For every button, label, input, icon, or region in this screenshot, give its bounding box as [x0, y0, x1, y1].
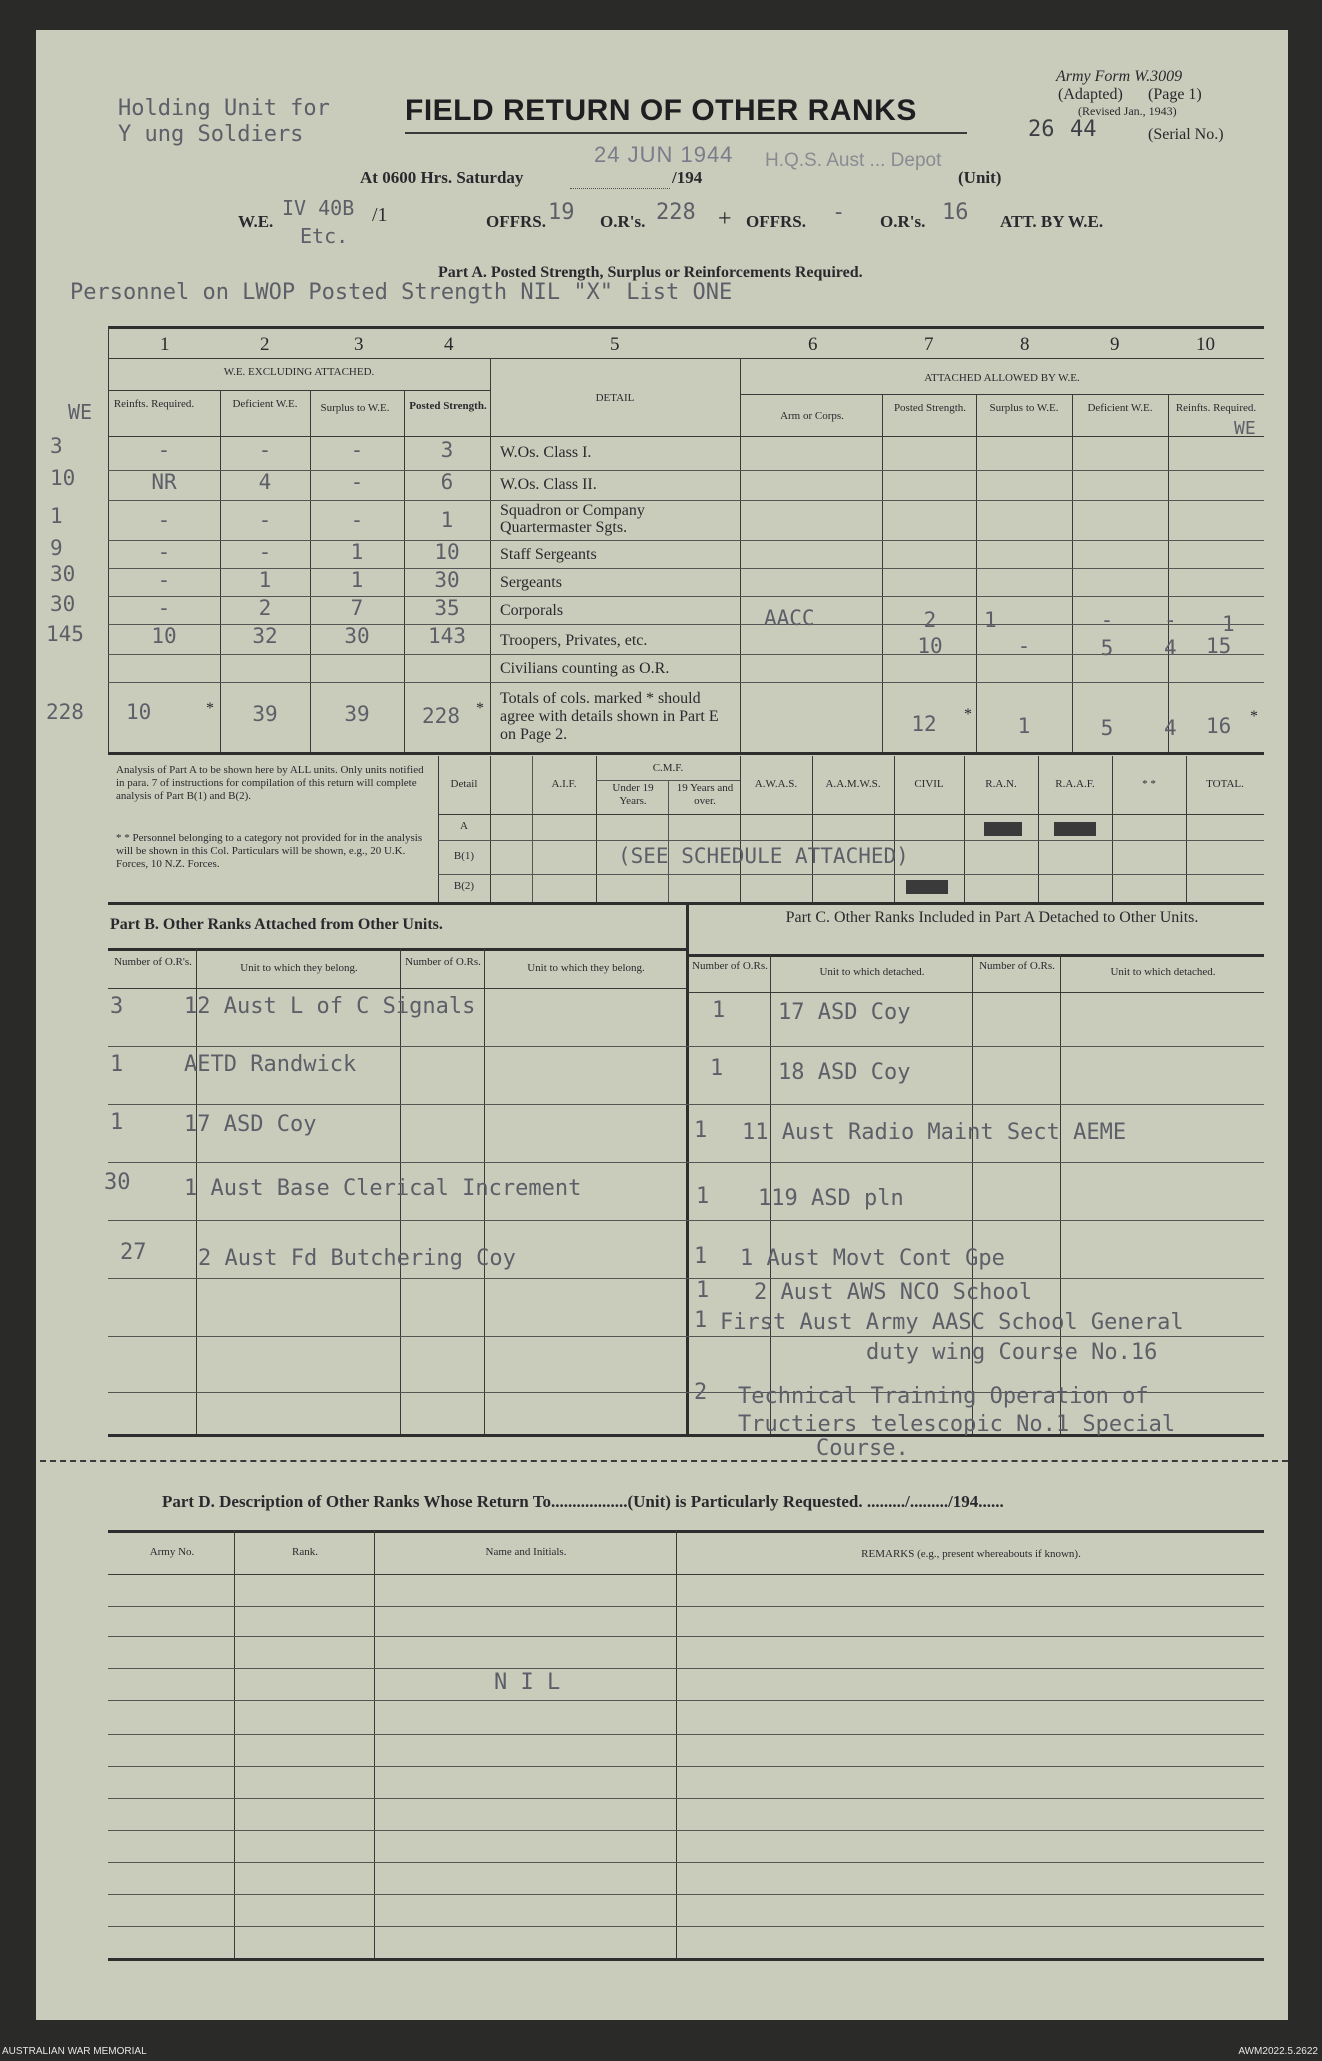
b-unit: 1 Aust Base Clerical Increment — [184, 1176, 582, 1201]
rule — [108, 948, 688, 951]
we-cell: 30 — [50, 592, 76, 616]
rule — [108, 1862, 1264, 1863]
total-c1: 10 — [126, 700, 152, 724]
b-num: 1 — [110, 1052, 124, 1077]
detail-cell: W.Os. Class II. — [500, 476, 597, 493]
vline — [596, 756, 597, 902]
date-stamp: 24 JUN 1944 — [594, 142, 734, 167]
we-cell: 30 — [50, 562, 76, 586]
we-label: W.E. — [238, 212, 274, 231]
an-hdr-ran: R.A.N. — [985, 778, 1017, 790]
cell-c4: 3 — [440, 438, 454, 462]
vline — [108, 326, 109, 752]
part-a-title: Part A. Posted Strength, Surplus or Reinforcements Required. — [438, 264, 863, 281]
rule — [108, 1894, 1264, 1895]
cell-c4: 143 — [428, 624, 466, 648]
cell-c1: NR — [151, 470, 177, 494]
total-c4: 228 — [422, 704, 460, 728]
rule — [108, 1162, 1264, 1163]
hdr-arm-corps: Arm or Corps. — [780, 410, 844, 422]
cell-c3: - — [350, 508, 364, 532]
total-c9: 5 — [1100, 716, 1114, 740]
we-excl-header: W.E. EXCLUDING ATTACHED. — [223, 366, 375, 378]
tear-line — [40, 1460, 1288, 1462]
att-c9: - — [1100, 608, 1114, 632]
att-c8: - — [1017, 634, 1031, 658]
detail-cell: Troopers, Privates, etc. — [500, 632, 648, 649]
unit-stamp: H.Q.S. Aust ... Depot — [765, 150, 942, 171]
we-cell: 145 — [46, 622, 84, 646]
rule — [740, 394, 1264, 395]
c-num: 2 — [694, 1380, 708, 1405]
rule — [438, 874, 1264, 875]
vline — [490, 756, 491, 902]
att-c7: 10 — [917, 634, 943, 658]
an-hdr-raaf: R.A.A.F. — [1055, 778, 1095, 790]
b-hdr-unit: Unit to which they belong. — [240, 962, 358, 974]
att-label: ATT. BY W.E. — [1000, 212, 1104, 231]
detail-cell: W.Os. Class I. — [500, 444, 592, 461]
c-num: 1 — [696, 1184, 710, 1209]
redaction-mark — [906, 880, 948, 894]
col-num: 3 — [354, 334, 364, 355]
vline — [1072, 394, 1073, 752]
cell-c1: - — [157, 568, 171, 592]
we-cell: 9 — [50, 536, 63, 560]
d-hdr-rank: Rank. — [292, 1546, 318, 1558]
rule — [108, 1530, 1264, 1533]
c-hdr-num: Number of O.Rs. — [692, 960, 768, 972]
detail-cell: Squadron or Company Quartermaster Sgts. — [500, 502, 645, 536]
att-c10a: - — [1164, 608, 1177, 632]
rule — [108, 1278, 1264, 1279]
col-num: 1 — [160, 334, 170, 355]
att-arm: AACC — [764, 606, 815, 630]
cell-c2: 1 — [258, 568, 272, 592]
an-hdr-awas: A.W.A.S. — [754, 778, 798, 790]
total-detail: Totals of cols. marked * should agree with details shown in Part E on Page 2. — [500, 690, 719, 743]
total-c3: 39 — [344, 702, 370, 726]
form-adapted: (Adapted) — [1058, 86, 1123, 103]
we-value: IV 40B — [282, 196, 355, 220]
hdr-detail: DETAIL — [595, 392, 635, 404]
d-hdr-remarks: REMARKS (e.g., present whereabouts if known). — [861, 1548, 1081, 1560]
att-c7: 2 — [923, 608, 937, 632]
analysis-note-2: * * Personnel belonging to a category not provided for in the analysis will be shown in this Col. Particulars will be shown, e.g., 20 U.K. Forces, 10 N.Z. Forces. — [116, 832, 423, 870]
c-num: 1 — [694, 1308, 708, 1333]
cell-c1: 10 — [151, 624, 177, 648]
an-row-b2: B(2) — [453, 880, 475, 892]
att-c9: 5 — [1100, 636, 1114, 660]
c-num: 1 — [694, 1118, 708, 1143]
rule — [108, 988, 686, 989]
vline — [310, 390, 311, 752]
hdr-att-reinfts: Reinfts. Required. — [1175, 402, 1257, 414]
c-unit: Technical Training Operation of — [738, 1384, 1149, 1409]
vline — [676, 1530, 677, 1960]
cell-c3: 7 — [350, 596, 364, 620]
b-hdr-num2: Number of O.Rs. — [405, 956, 481, 968]
we-margin-label: WE — [68, 400, 93, 424]
we-margin-right: WE — [1234, 418, 1256, 439]
column-numbers — [108, 334, 1264, 360]
part-d-title: Part D. Description of Other Ranks Whose Return To..................(Unit) is Particularly Requested. ........./........./194...... — [162, 1492, 1004, 1511]
c-unit: 17 ASD Coy — [778, 1000, 911, 1025]
rule — [688, 992, 1264, 993]
footer-left: AUSTRALIAN WAR MEMORIAL — [2, 2046, 147, 2057]
b-hdr-num: Number of O.R's. — [114, 956, 192, 968]
rule — [108, 1220, 1264, 1221]
at-line-prefix: At 0600 Hrs. Saturday — [360, 168, 524, 187]
an-hdr-other: * * — [1142, 778, 1156, 790]
attached-allowed-header: ATTACHED ALLOWED BY W.E. — [924, 372, 1080, 384]
cell-c1: - — [157, 508, 171, 532]
cell-c2: - — [258, 540, 272, 564]
cell-c2: - — [258, 438, 272, 462]
part-d-bottom-rule — [108, 1958, 1264, 1961]
d-hdr-name: Name and Initials. — [485, 1546, 567, 1558]
c-unit: 1 Aust Movt Cont Gpe — [740, 1246, 1005, 1271]
rule — [108, 1766, 1264, 1767]
offrs2-value: - — [832, 200, 846, 225]
c-hdr-num2: Number of O.Rs. — [979, 960, 1055, 972]
c-unit-cont: Tructiers telescopic No.1 Special — [738, 1412, 1176, 1437]
at-date-dots — [570, 188, 670, 189]
part-b-title: Part B. Other Ranks Attached from Other Units. — [110, 916, 443, 933]
cell-c4: 35 — [434, 596, 460, 620]
an-row-b1: B(1) — [453, 850, 475, 862]
an-row-a: A — [460, 820, 468, 832]
ors-label: O.R's. — [600, 212, 646, 231]
vline — [374, 1530, 375, 1960]
cell-c4: 1 — [440, 508, 454, 532]
b-num: 1 — [110, 1110, 124, 1135]
vline — [404, 390, 405, 752]
form-number: Army Form W.3009 — [1056, 68, 1183, 85]
ors2-value: 16 — [942, 200, 969, 225]
total-c7: 12 — [911, 712, 937, 736]
detail-cell: Sergeants — [500, 574, 562, 591]
hdr-posted: Posted Strength. — [409, 400, 487, 412]
c-num: 1 — [694, 1244, 708, 1269]
col-num: 10 — [1196, 334, 1215, 355]
col-num: 2 — [260, 334, 270, 355]
d-hdr-army-no: Army No. — [149, 1546, 195, 1558]
typed-unit-name — [118, 96, 330, 148]
hdr-surplus: Surplus to W.E. — [320, 402, 390, 414]
total-star: * — [964, 706, 972, 723]
cell-c2: 4 — [258, 470, 272, 494]
we-slash: /1 — [372, 204, 388, 226]
att-c10a: 4 — [1164, 636, 1177, 660]
detail-cell: Corporals — [500, 602, 564, 619]
col-num: 6 — [808, 334, 818, 355]
cell-c4: 10 — [434, 540, 460, 564]
plus-sign: + — [718, 206, 732, 232]
c-hdr-unit: Unit to which detached. — [819, 966, 925, 978]
rule — [108, 1606, 1264, 1607]
rule — [108, 1574, 1264, 1575]
form-revised: (Revised Jan., 1943) — [1078, 104, 1177, 118]
we-cell: 10 — [50, 466, 76, 490]
analysis-note-1: Analysis of Part A to be shown here by ALL units. Only units notified in para. 7 of instructions for compilation of this return will complete analysis of Part B(1) and B(2). — [116, 764, 424, 802]
cell-c3: 1 — [350, 540, 364, 564]
ors2-label: O.R's. — [880, 212, 926, 231]
rule — [108, 500, 1264, 501]
b-num: 3 — [110, 994, 124, 1019]
rule — [108, 1104, 1264, 1105]
rule — [438, 814, 1264, 815]
col-num: 7 — [924, 334, 934, 355]
rule — [108, 1926, 1264, 1927]
an-hdr-total: TOTAL. — [1206, 778, 1244, 790]
col-num: 9 — [1110, 334, 1120, 355]
we-cell: 3 — [50, 434, 63, 458]
total-star: * — [476, 700, 484, 717]
an-hdr-aif: A.I.F. — [551, 778, 577, 790]
col-num: 8 — [1020, 334, 1030, 355]
cell-c3: 1 — [350, 568, 364, 592]
title-underline — [405, 132, 967, 134]
b-unit: AETD Randwick — [184, 1052, 357, 1077]
total-star: * — [206, 700, 214, 717]
col-num: 4 — [444, 334, 454, 355]
col-num: 5 — [610, 334, 620, 355]
ors-value: 228 — [656, 200, 696, 225]
cell-c1: - — [157, 596, 171, 620]
rule — [108, 1798, 1264, 1799]
an-hdr-detail: Detail — [450, 778, 478, 790]
rule — [108, 1336, 1264, 1337]
redaction-mark — [1054, 822, 1096, 836]
cell-c2: 32 — [252, 624, 278, 648]
detail-cell: Staff Sergeants — [500, 546, 597, 563]
part-b-c-divider — [686, 904, 689, 1436]
rule — [108, 682, 1264, 683]
serial-a: 26 — [1028, 117, 1055, 142]
c-num: 1 — [712, 998, 726, 1023]
rule — [108, 358, 1264, 359]
vline — [740, 358, 741, 752]
rule — [108, 436, 1264, 437]
rule — [108, 1734, 1264, 1735]
rule — [438, 840, 1264, 841]
rule — [108, 1700, 1264, 1701]
schedule-attached: (SEE SCHEDULE ATTACHED) — [618, 844, 909, 868]
hdr-reinfts: Reinfts. Required. — [113, 398, 195, 410]
serial-label: (Serial No.) — [1148, 126, 1224, 143]
b-unit: 12 Aust L of C Signals — [184, 994, 476, 1019]
c-unit: 11 Aust Radio Maint Sect AEME — [742, 1120, 1127, 1145]
b-unit: 2 Aust Fd Butchering Coy — [198, 1246, 516, 1271]
rule — [688, 954, 1264, 957]
part-c-title: Part C. Other Ranks Included in Part A Detached to Other Units. — [785, 909, 1199, 926]
total-c10b: 16 — [1206, 714, 1232, 738]
vline — [234, 1530, 235, 1960]
we-cell: 1 — [50, 504, 63, 528]
lwop-note: Personnel on LWOP Posted Strength NIL "X" List ONE — [70, 280, 733, 305]
an-hdr-cmf: C.M.F. — [652, 762, 684, 774]
c-unit: 119 ASD pln — [758, 1186, 904, 1211]
cell-c4: 30 — [434, 568, 460, 592]
hdr-att-surplus: Surplus to W.E. — [989, 402, 1059, 414]
c-num: 1 — [696, 1278, 710, 1303]
footer-right: AWM2022.5.2622 — [1238, 2046, 1318, 2057]
total-c2: 39 — [252, 702, 278, 726]
redaction-mark — [984, 822, 1022, 836]
cell-c2: - — [258, 508, 272, 532]
an-hdr-19over: 19 Years and over. — [676, 782, 734, 807]
c-unit: First Aust Army AASC School General — [720, 1310, 1184, 1335]
vline — [1168, 394, 1169, 752]
vline — [490, 358, 491, 752]
cell-c3: - — [350, 470, 364, 494]
cell-c4: 6 — [440, 470, 454, 494]
cell-c3: 30 — [344, 624, 370, 648]
c-unit: 18 ASD Coy — [778, 1060, 911, 1085]
c-hdr-unit2: Unit to which detached. — [1110, 966, 1216, 978]
rule — [108, 1830, 1264, 1831]
cell-c1: - — [157, 540, 171, 564]
form-page: (Page 1) — [1148, 86, 1202, 103]
serial-b: 44 — [1070, 117, 1097, 142]
c-num: 1 — [710, 1056, 724, 1081]
vline — [220, 390, 221, 752]
vline — [882, 394, 883, 752]
hdr-deficient: Deficient W.E. — [232, 398, 298, 410]
hdr-att-posted: Posted Strength. — [893, 402, 967, 414]
typed-unit-line-2: Y ung Soldiers — [118, 122, 304, 147]
hdr-att-deficient: Deficient W.E. — [1087, 402, 1153, 414]
at-year: /194 — [672, 168, 703, 187]
c-unit-cont: duty wing Course No.16 — [866, 1340, 1158, 1365]
total-c8: 1 — [1017, 714, 1031, 738]
cell-c3: - — [350, 438, 364, 462]
detail-cell: Civilians counting as O.R. — [500, 660, 670, 677]
offrs2-label: OFFRS. — [746, 212, 806, 231]
rule — [108, 1636, 1264, 1637]
vline — [668, 780, 669, 902]
cell-c2: 2 — [258, 596, 272, 620]
part-a-bottom-rule — [108, 752, 1264, 755]
vline — [976, 394, 977, 752]
b-unit: 17 ASD Coy — [184, 1112, 317, 1137]
nil-entry: N I L — [494, 1670, 561, 1695]
c-unit: 2 Aust AWS NCO School — [754, 1280, 1033, 1305]
c-unit-cont: Course. — [816, 1436, 909, 1461]
we-etc: Etc. — [300, 224, 349, 248]
rule — [108, 1046, 1264, 1047]
rule — [596, 780, 740, 781]
att-c10b: 1 — [1222, 612, 1235, 636]
total-star: * — [1250, 708, 1258, 725]
part-a-top-rule — [108, 326, 1264, 329]
b-num: 27 — [120, 1240, 147, 1265]
total-we: 228 — [46, 700, 84, 724]
b-hdr-unit2: Unit to which they belong. — [527, 962, 645, 974]
att-c8: 1 — [984, 608, 997, 632]
an-hdr-civil: CIVIL — [914, 778, 944, 790]
b-num: 30 — [104, 1170, 131, 1195]
an-hdr-under19: Under 19 Years. — [612, 782, 654, 807]
total-c10a: 4 — [1164, 716, 1177, 740]
offrs-label: OFFRS. — [486, 212, 546, 231]
rule — [108, 1668, 1264, 1669]
rule — [108, 390, 490, 391]
typed-unit-line-1: Holding Unit for — [118, 96, 330, 121]
unit-label: (Unit) — [958, 168, 1002, 187]
att-c10b: 15 — [1206, 634, 1232, 658]
offrs-value: 19 — [548, 200, 575, 225]
form-title: FIELD RETURN OF OTHER RANKS — [405, 94, 917, 127]
an-hdr-aamws: A.A.M.W.S. — [825, 778, 881, 790]
cell-c1: - — [157, 438, 171, 462]
